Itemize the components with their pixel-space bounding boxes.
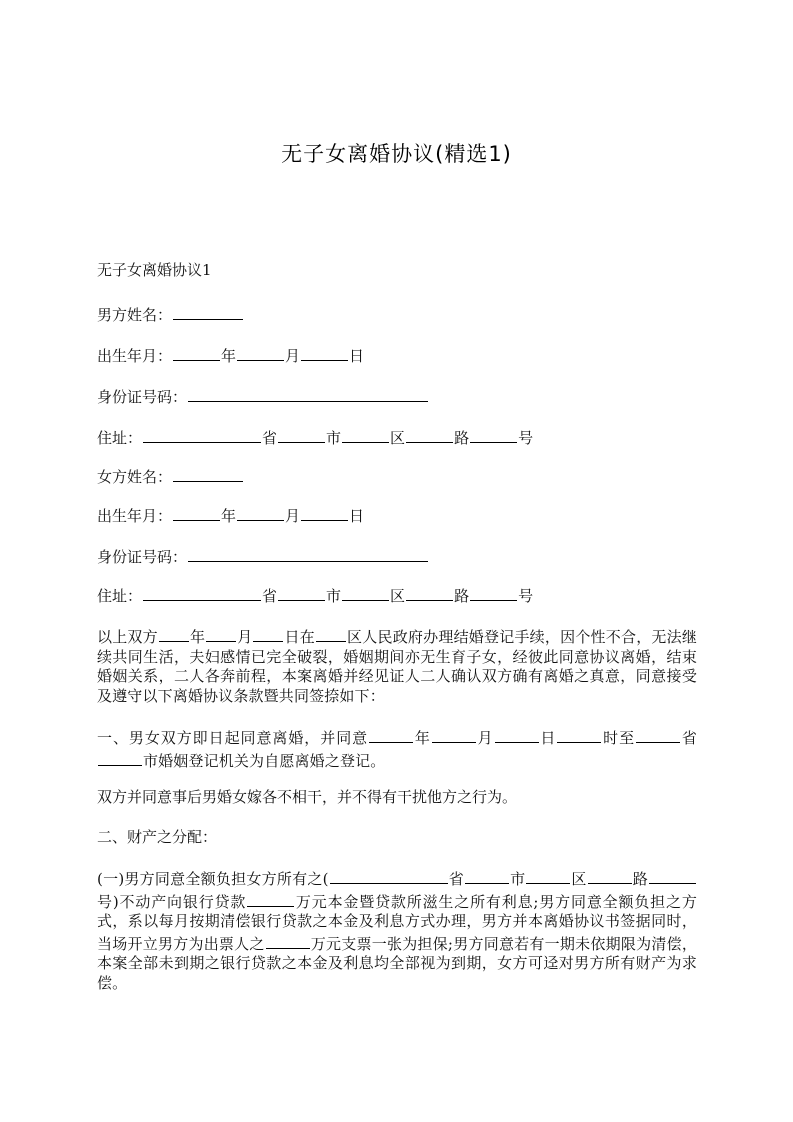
city-label: 市 [326,429,342,447]
intro-paragraph [97,625,697,706]
year-label: 年 [221,507,237,525]
text: 月 [237,628,253,646]
blank [206,625,236,642]
blank [173,344,220,361]
male-id-line [97,385,429,407]
mutual-paragraph: 双方并同意事后男婚女嫁各不相干，并不得有干扰他方之行为。 [97,788,518,806]
blank [237,504,284,521]
blank [406,426,453,443]
blank [301,344,348,361]
month-label: 月 [285,347,301,365]
blank [316,625,346,642]
female-id-blank [188,545,428,562]
male-address-label: 住址： [97,429,143,447]
blank [278,584,325,601]
text: 区 [571,870,587,888]
blank [649,867,696,884]
text: 市 [509,870,526,888]
blank [432,726,476,743]
male-address-line [97,426,533,448]
female-id-label: 身份证号码： [97,548,188,566]
clause-one-paragraph [97,726,697,771]
text: 市婚姻登记机关为自愿离婚之登记。 [143,751,386,770]
road-label: 路 [454,587,470,605]
text: 省 [681,729,697,747]
female-name-blank [173,465,243,482]
blank [143,584,261,601]
male-name-blank [173,303,243,320]
female-birth-line [97,504,364,526]
province-label: 省 [262,587,278,605]
number-label: 号 [518,587,534,605]
number-label: 号 [518,429,534,447]
property-clause-paragraph [97,867,697,993]
blank [342,426,389,443]
city-label: 市 [326,587,342,605]
province-label: 省 [262,429,278,447]
blank [636,726,680,743]
blank [330,867,448,884]
blank [470,584,517,601]
blank [278,426,325,443]
year-label: 年 [221,347,237,365]
female-id-line [97,545,429,567]
text: 万元本金暨贷款所滋生之所有利息;男方同意全额负担之方式，系以每月按期清偿银行贷款之本金及利息方式办理，男方并本离婚协议书签据同时，当场开立男方为出票人之 [97,892,697,953]
text: 省 [448,870,464,888]
text: 日在 [284,628,315,646]
day-label: 日 [349,507,365,525]
blank [301,504,348,521]
text: 路 [632,870,648,888]
text: 区人民政府办理结婚登记手续，因个性不合，无法继续共同生活，夫妇感情已完全破裂，婚姻期间亦无生育子女，经彼此同意协议离婚，结束婚姻关系，二人各奔前程，本案离婚并经见证人二人确认双方确有离婚之真意，同意接受及遵守以下离婚协议条款暨共同签捺如下： [97,628,698,705]
document-title: 无子女离婚协议(精选1) [281,142,512,166]
male-id-blank [188,385,428,402]
month-label: 月 [285,507,301,525]
blank [470,426,517,443]
text: 以上双方 [97,628,158,646]
female-address-label: 住址： [97,587,143,605]
blank [495,726,539,743]
blank [557,726,601,743]
text: 号)不动产向银行贷款 [97,892,247,911]
female-name-line [97,465,244,487]
district-label: 区 [390,587,406,605]
male-name-line [97,303,244,325]
day-label: 日 [349,347,365,365]
blank [237,344,284,361]
section-heading: 无子女离婚协议1 [97,261,212,279]
male-name-label: 男方姓名： [97,306,173,324]
blank [253,625,283,642]
text: 万元支票一张为担保;男方同意若有一期未依期限为清偿，本案全部未到期之银行贷款之本金及利息均全部视为到期，女方可迳对男方所有财产为求偿。 [97,934,697,992]
text: 月 [476,729,494,747]
text: 一、男女双方即日起同意离婚，并同意 [97,729,369,747]
blank [143,426,261,443]
district-label: 区 [390,429,406,447]
blank [369,726,413,743]
text: 日 [539,729,557,747]
male-id-label: 身份证号码： [97,388,188,406]
blank [342,584,389,601]
text: (一)男方同意全额负担女方所有之( [97,870,329,888]
blank [465,867,509,884]
blank [98,749,142,766]
blank [159,625,189,642]
female-address-line [97,584,533,606]
blank [526,867,570,884]
blank [173,504,220,521]
text: 年 [189,628,206,646]
female-name-label: 女方姓名： [97,468,173,486]
male-birth-line [97,344,364,366]
text: 时至 [602,729,636,747]
text: 年 [414,729,431,747]
blank [588,867,632,884]
blank [266,932,310,949]
female-birth-label: 出生年月： [97,507,173,525]
blank [406,584,453,601]
property-heading: 二、财产之分配： [97,828,218,846]
male-birth-label: 出生年月： [97,347,173,365]
blank [247,890,294,907]
road-label: 路 [454,429,470,447]
